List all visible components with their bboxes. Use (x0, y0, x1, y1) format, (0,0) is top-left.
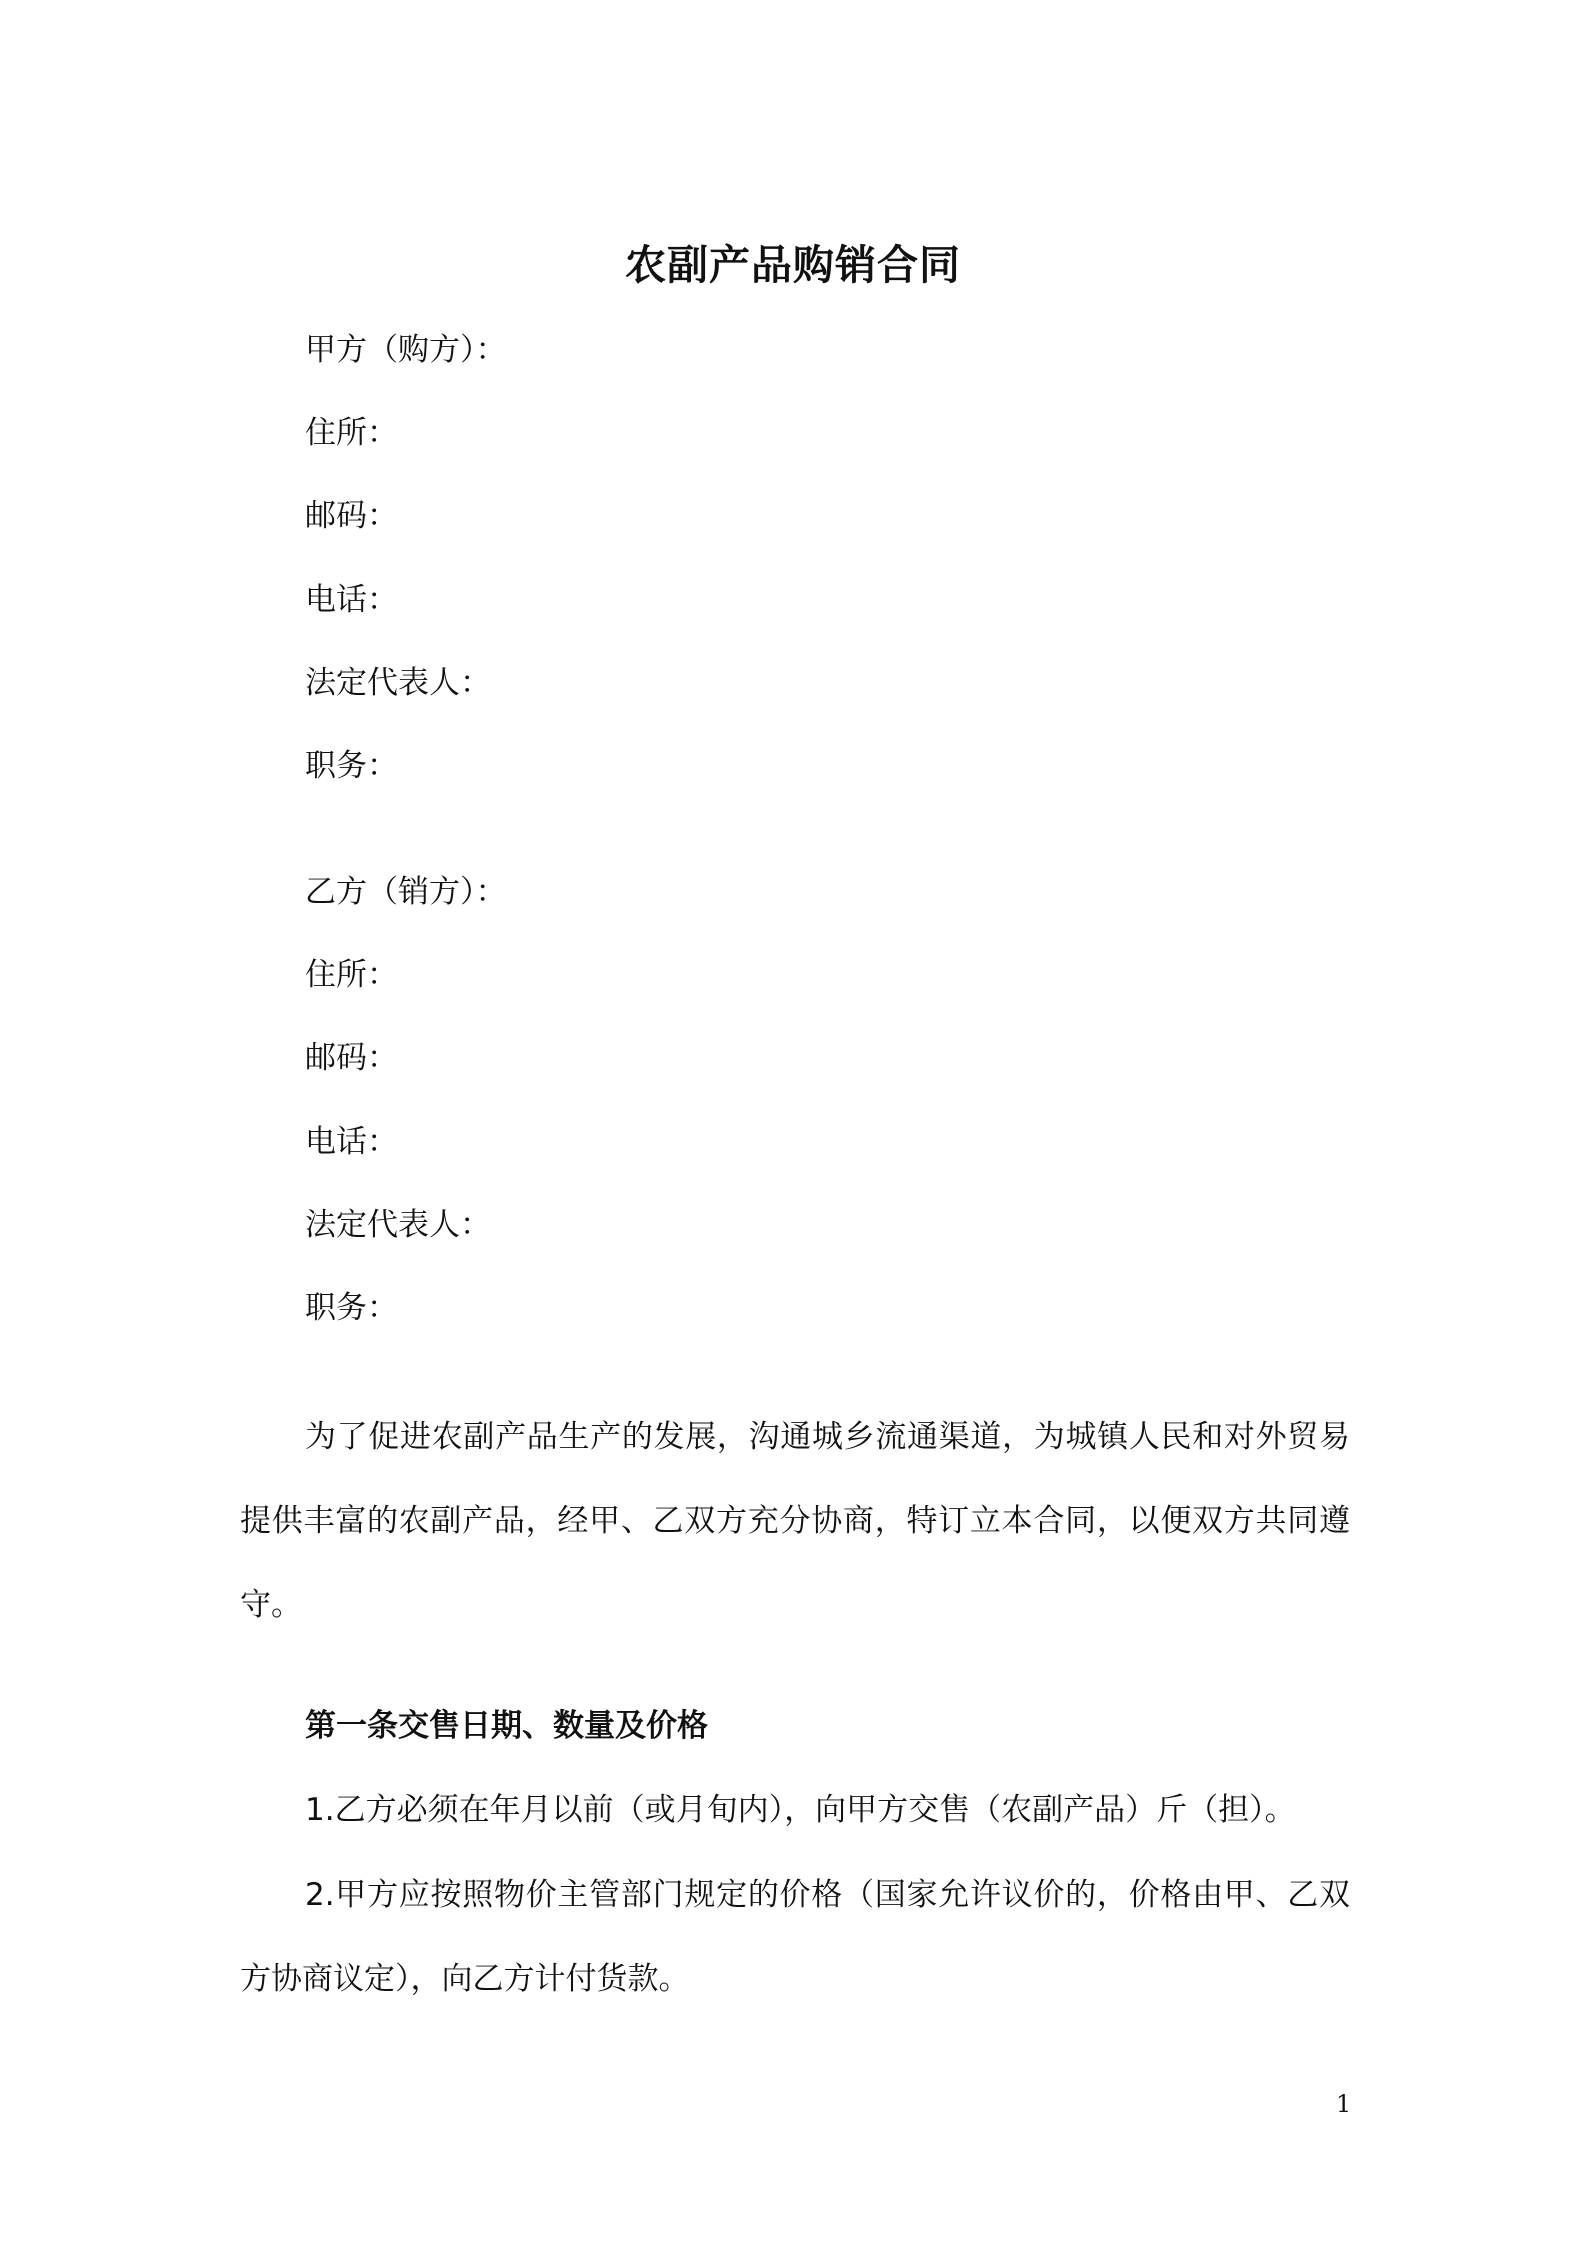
party-b-heading: 乙方（销方）： (305, 874, 507, 910)
article-1-clause-1: 1.乙方必须在年月以前（或月旬内），向甲方交售（农副产品）斤（担）。 (305, 1792, 1296, 1828)
article-1-clause-2: 2.甲方应按照物价主管部门规定的价格（国家允许议价的，价格由甲、乙双方协商议定），向乙方计付货款。 (240, 1877, 1350, 1997)
party-b-legal-rep: 法定代表人： (305, 1207, 491, 1243)
party-b-postcode: 邮码： (305, 1040, 398, 1076)
article-1-heading: 第一条交售日期、数量及价格 (305, 1708, 708, 1744)
party-a-phone: 电话： (305, 582, 398, 618)
party-a-position: 职务： (305, 748, 398, 784)
preamble-paragraph: 为了促进农副产品生产的发展，沟通城乡流通渠道，为城镇人民和对外贸易提供丰富的农副产品，经甲、乙双方充分协商，特订立本合同，以便双方共同遵守。 (240, 1419, 1350, 1623)
party-b-address: 住所： (305, 957, 398, 993)
page-number: 1 (1336, 2090, 1352, 2118)
party-a-address: 住所： (305, 415, 398, 451)
party-b-position: 职务： (305, 1290, 398, 1326)
party-a-legal-rep: 法定代表人： (305, 665, 491, 701)
party-a-heading: 甲方（购方）： (305, 332, 507, 368)
party-b-phone: 电话： (305, 1124, 398, 1160)
party-a-postcode: 邮码： (305, 498, 398, 534)
page-title: 农副产品购销合同 (625, 241, 961, 289)
